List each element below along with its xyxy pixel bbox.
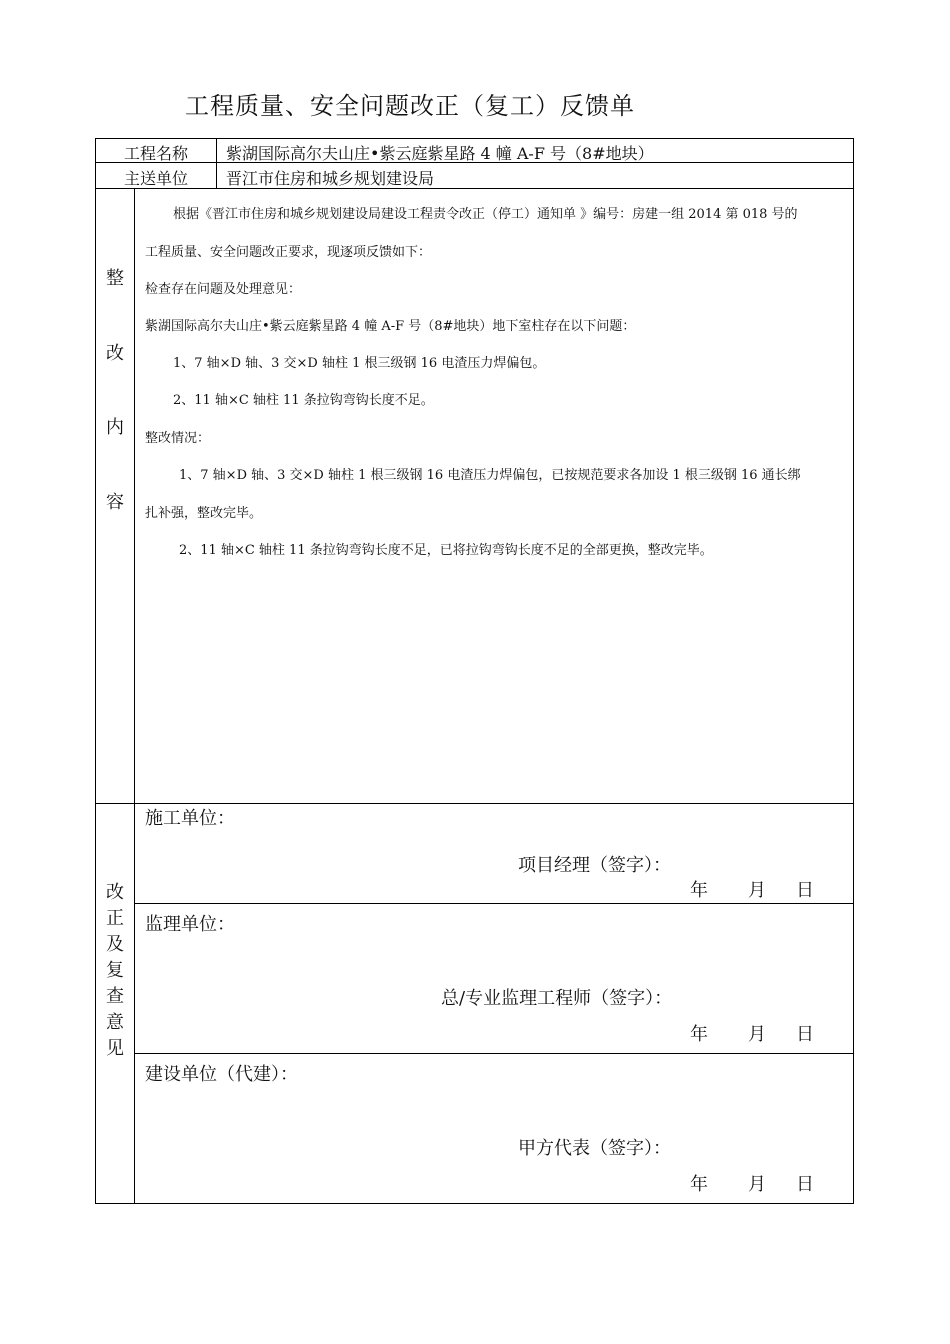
project-manager-signature-label: 项目经理（签字）： xyxy=(518,855,671,876)
review-side-label-char: 复 xyxy=(106,960,124,981)
date-month: 月 xyxy=(748,1024,766,1045)
construction-unit-label: 施工单位： xyxy=(145,808,235,829)
page-title: 工程质量、安全问题改正（复工）反馈单 xyxy=(185,92,635,120)
date-day: 日 xyxy=(796,880,814,901)
rectification-paragraph: 1、7 轴×D 轴、3 交×D 轴柱 1 根三级钢 16 电渣压力焊偏包，已按规范要求各加设 1 根三级钢 16 通长绑 xyxy=(179,468,801,483)
rectification-paragraph: 紫湖国际高尔夫山庄•紫云庭紫星路 4 幢 A-F 号（8#地块）地下室柱存在以下问题： xyxy=(145,319,636,334)
rectification-side-label-char: 整 xyxy=(106,268,124,289)
rectification-side-label-char: 容 xyxy=(106,492,124,513)
rectification-paragraph: 1、7 轴×D 轴、3 交×D 轴柱 1 根三级钢 16 电渣压力焊偏包。 xyxy=(173,356,546,371)
column-divider xyxy=(216,138,217,188)
owner-unit-label: 建设单位（代建）： xyxy=(145,1064,298,1085)
review-side-label-char: 及 xyxy=(106,934,124,955)
project-name-label: 工程名称 xyxy=(123,144,188,163)
rectification-paragraph: 扎补强，整改完毕。 xyxy=(145,506,263,521)
rectification-paragraph: 检查存在问题及处理意见： xyxy=(145,282,302,297)
review-side-label-char: 见 xyxy=(106,1038,124,1059)
recipient-value: 晋江市住房和城乡规划建设局 xyxy=(226,169,435,188)
supervision-date-line xyxy=(690,1020,814,1046)
rectification-paragraph: 2、11 轴×C 轴柱 11 条拉钩弯钩长度不足，已将拉钩弯钩长度不足的全部更换，整改完毕。 xyxy=(179,543,713,558)
date-day: 日 xyxy=(796,1024,814,1045)
rectification-paragraph: 2、11 轴×C 轴柱 11 条拉钩弯钩长度不足。 xyxy=(173,393,434,408)
review-side-label-char: 意 xyxy=(106,1012,124,1033)
recipient-label: 主送单位 xyxy=(123,169,188,188)
date-day: 日 xyxy=(796,1174,814,1195)
construction-date-line xyxy=(690,876,814,902)
rectification-paragraph: 整改情况： xyxy=(145,431,211,446)
date-year: 年 xyxy=(690,1174,708,1195)
rectification-paragraph: 工程质量、安全问题改正要求，现逐项反馈如下： xyxy=(145,245,432,260)
chief-engineer-signature-label: 总/专业监理工程师（签字）： xyxy=(441,988,673,1009)
date-month: 月 xyxy=(748,880,766,901)
supervision-unit-label: 监理单位： xyxy=(145,914,235,935)
project-name-value: 紫湖国际高尔夫山庄•紫云庭紫星路 4 幢 A-F 号（8#地块） xyxy=(226,144,654,163)
review-side-label-char: 改 xyxy=(106,882,124,903)
rectification-side-label-char: 改 xyxy=(106,343,124,364)
review-side-label-char: 正 xyxy=(106,908,124,929)
owner-representative-signature-label: 甲方代表（签字）： xyxy=(518,1138,671,1159)
rectification-paragraph: 根据《晋江市住房和城乡规划建设局建设工程责令改正（停工）通知单 》编号：房建一组 2014 第 018 号的 xyxy=(173,207,798,222)
date-year: 年 xyxy=(690,1024,708,1045)
review-side-label-char: 查 xyxy=(106,986,124,1007)
date-year: 年 xyxy=(690,880,708,901)
row-divider xyxy=(135,1053,854,1054)
row-divider xyxy=(135,903,854,904)
rectification-side-label-char: 内 xyxy=(106,417,124,438)
date-month: 月 xyxy=(748,1174,766,1195)
owner-date-line xyxy=(690,1170,814,1196)
